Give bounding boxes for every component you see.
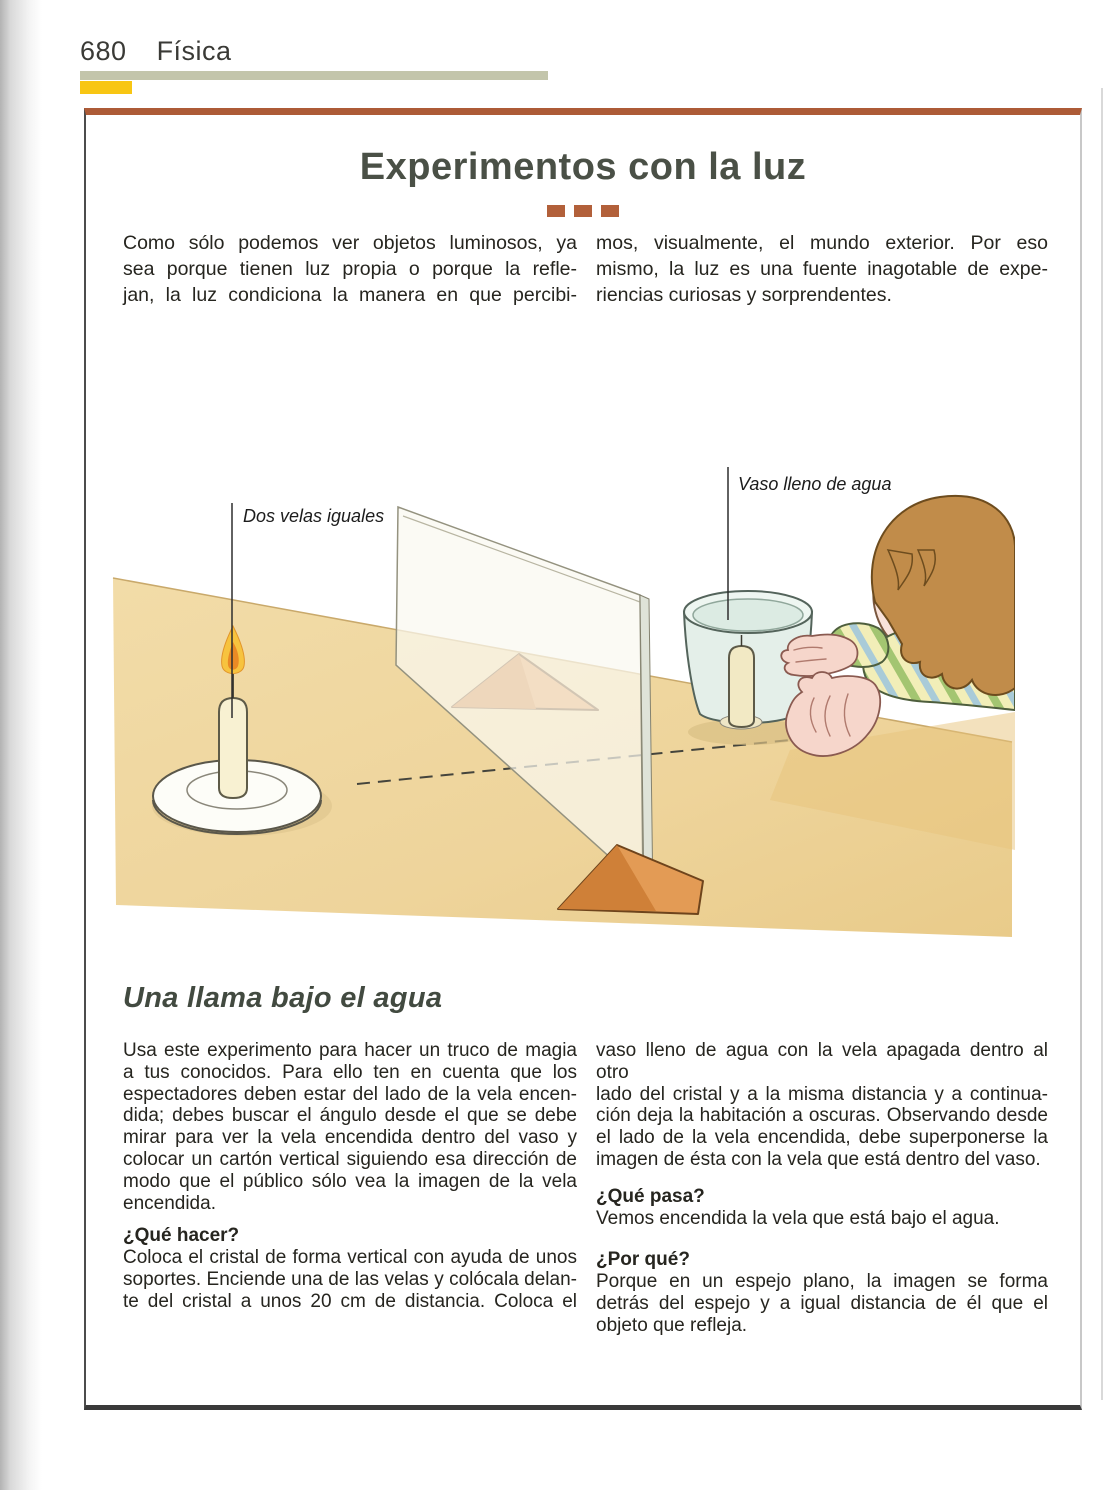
text-line: detrás del espejo y a igual distancia de él que el xyxy=(596,1292,1048,1314)
section-heading: Una llama bajo el agua xyxy=(123,982,443,1014)
text-line: mos, visualmente, el mundo exterior. Por eso xyxy=(596,232,1048,254)
yellow-header-bar xyxy=(80,81,132,94)
text-line: Usa este experimento para hacer un truco de magia xyxy=(123,1040,577,1061)
body-column-left xyxy=(123,1040,577,1313)
unlit-candle xyxy=(729,646,754,727)
section-paragraph-2 xyxy=(596,1040,1048,1171)
text-line: soportes. Enciende una de las velas y colócala delan- xyxy=(123,1268,577,1290)
title-ornament-square xyxy=(601,205,619,217)
child-hand-upper xyxy=(781,635,857,676)
figure-illustration xyxy=(100,450,1015,942)
subhead-por-que: ¿Por qué? xyxy=(596,1249,690,1271)
figure-label-candles: Dos velas iguales xyxy=(243,506,385,526)
text-line: ción deja la habitación a oscuras. Observando desde xyxy=(596,1105,1048,1127)
section-paragraph-1 xyxy=(123,1040,577,1214)
subhead-que-pasa: ¿Qué pasa? xyxy=(596,1185,705,1207)
page-number: 680 xyxy=(80,36,127,66)
text-line: riencias curiosas y sorprendentes. xyxy=(596,284,892,306)
text-line: objeto que refleja. xyxy=(596,1314,748,1336)
lit-candle xyxy=(219,626,247,798)
running-header xyxy=(80,36,232,67)
title-ornament-square xyxy=(547,205,565,217)
text-line: Vemos encendida la vela que está bajo el agua. xyxy=(596,1207,1000,1229)
que-hacer-paragraph xyxy=(123,1247,577,1312)
text-line: encendida. xyxy=(123,1192,216,1214)
text-line: Porque en un espejo plano, la imagen se forma xyxy=(596,1271,1048,1293)
intro-paragraph-left xyxy=(123,230,577,308)
title-ornament xyxy=(84,205,1082,217)
text-line: vaso lleno de agua con la vela apagada dentro al otro xyxy=(596,1040,1048,1083)
text-line: sea porque tienen luz propia o porque la refle- xyxy=(123,258,577,280)
article-title: Experimentos con la luz xyxy=(359,146,807,188)
text-line: imagen de ésta con la vela que está dentro del vaso. xyxy=(596,1148,1041,1170)
scan-shadow-left xyxy=(0,0,42,1490)
child xyxy=(781,496,1015,756)
text-line: espectadores deben estar del lado de la vela encen- xyxy=(123,1083,577,1105)
text-line: mismo, la luz es una fuente inagotable de expe- xyxy=(596,258,1048,280)
por-que-paragraph xyxy=(596,1271,1048,1336)
text-line: colocar un cartón vertical siguiendo esa dirección de xyxy=(123,1148,577,1170)
water-surface xyxy=(693,599,803,631)
figure-label-glass: Vaso lleno de agua xyxy=(738,474,892,494)
text-line: modo que el público sólo vea la imagen de la vela xyxy=(123,1170,577,1192)
page-edge-line xyxy=(1101,88,1103,1400)
title-ornament-square xyxy=(574,205,592,217)
subject-label: Física xyxy=(156,36,232,66)
text-line: Coloca el cristal de forma vertical con ayuda de unos xyxy=(123,1247,577,1269)
que-pasa-paragraph xyxy=(596,1208,1048,1230)
text-line: Como sólo podemos ver objetos luminosos, ya xyxy=(123,232,577,254)
text-line: lado del cristal y a la misma distancia y a continua- xyxy=(596,1083,1048,1105)
intro-paragraph-right xyxy=(596,230,1048,308)
text-line: te del cristal a unos 20 cm de distancia. Coloca el xyxy=(123,1290,577,1312)
subhead-que-hacer: ¿Qué hacer? xyxy=(123,1225,240,1247)
text-line: el lado de la vela encendida, debe superponerse la xyxy=(596,1127,1048,1149)
text-line: jan, la luz condiciona la manera en que percibi- xyxy=(123,284,577,306)
body-column-right xyxy=(596,1040,1048,1337)
text-line: a tus conocidos. Para ello ten en cuenta que los xyxy=(123,1061,577,1083)
text-line: dida; debes buscar el ángulo desde el que se debe xyxy=(123,1105,577,1127)
text-line: mirar para ver la vela encendida dentro del vaso y xyxy=(123,1127,577,1149)
olive-header-bar xyxy=(80,71,548,80)
